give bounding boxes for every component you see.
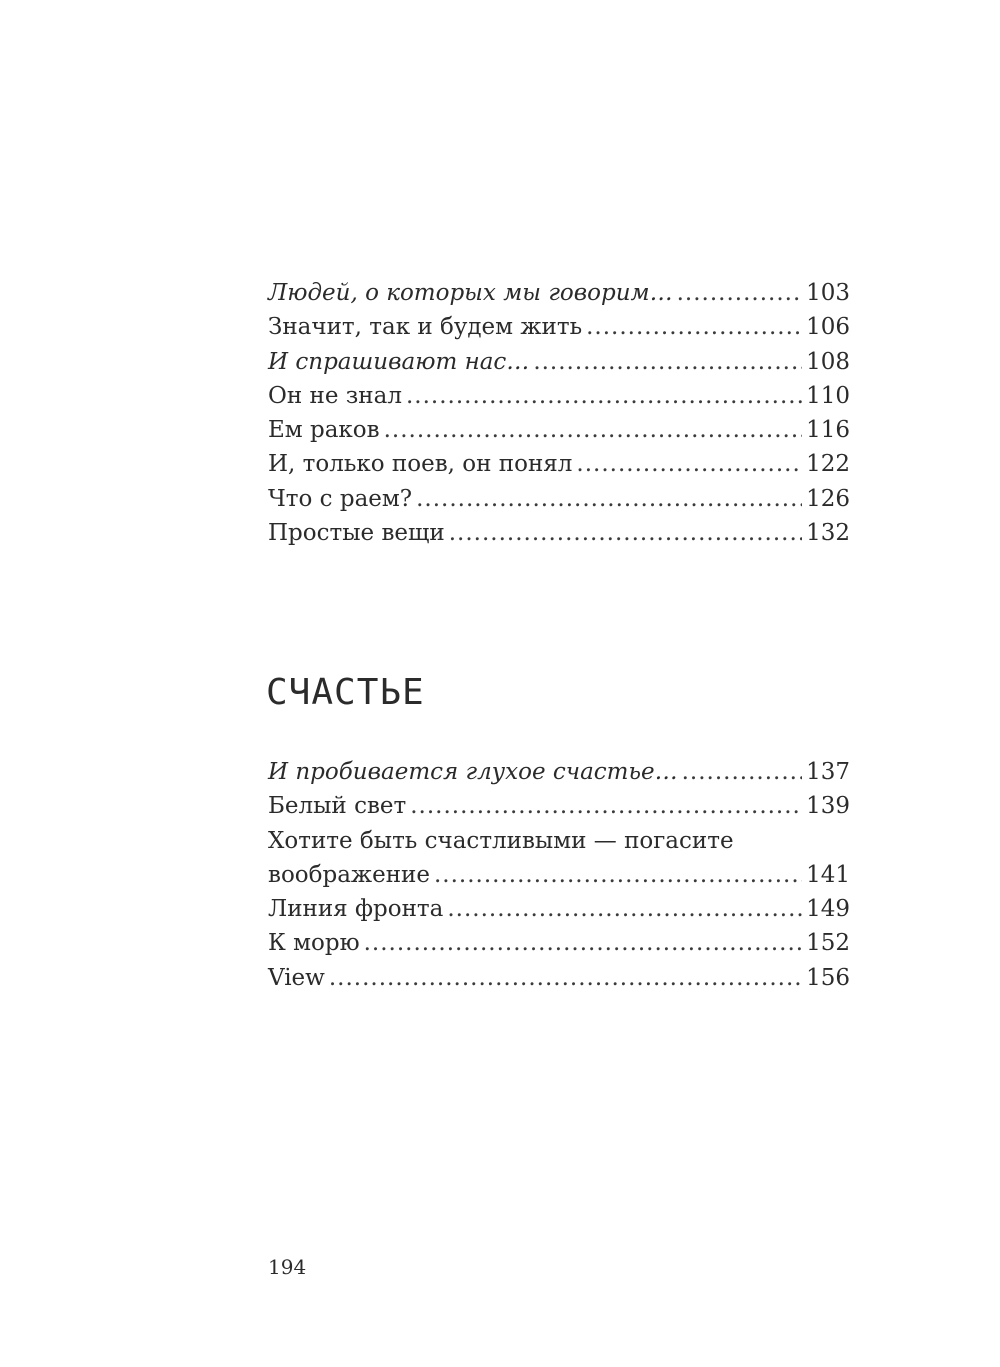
- toc-entry-title: Значит, так и будем жить: [268, 314, 583, 341]
- toc-entry-page: 108: [806, 348, 850, 375]
- toc-list-part-1: [268, 276, 850, 550]
- toc-entry[interactable]: [268, 926, 850, 960]
- toc-entry-page: 149: [806, 896, 850, 923]
- toc-entry-page: 106: [806, 314, 850, 341]
- toc-leader-dots: [576, 447, 802, 481]
- toc-entry[interactable]: [268, 892, 850, 926]
- toc-entry-page: 156: [806, 964, 850, 991]
- toc-leader-dots: [677, 276, 802, 310]
- toc-entry[interactable]: [268, 961, 850, 995]
- toc-entry[interactable]: [268, 789, 850, 823]
- toc-leader-dots: [406, 379, 802, 413]
- toc-entry-page: 139: [806, 793, 850, 820]
- toc-entry-title: Ем раков: [268, 417, 380, 444]
- toc-entry-page: 152: [806, 930, 850, 957]
- toc-entry-page: 126: [806, 485, 850, 512]
- toc-entry-page: 110: [806, 382, 850, 409]
- toc-leader-dots: [533, 345, 802, 379]
- toc-leader-dots: [447, 892, 802, 926]
- toc-entry-title: Линия фронта: [268, 896, 444, 923]
- toc-entry-title: И пробивается глухое счастье…: [268, 759, 678, 785]
- toc-entry-title: Что с раем?: [268, 485, 413, 512]
- toc-entry[interactable]: [268, 755, 850, 789]
- toc-entry-title: Белый свет: [268, 793, 407, 820]
- toc-entry-page: 116: [806, 417, 850, 444]
- toc-entry[interactable]: [268, 276, 850, 310]
- toc-entry-title: Он не знал: [268, 382, 402, 409]
- toc-leader-dots: [410, 789, 802, 823]
- toc-entry-title: К морю: [268, 930, 360, 957]
- toc-entry[interactable]: [268, 516, 850, 550]
- toc-entry-page: 141: [806, 861, 850, 888]
- toc-entry-page: 103: [806, 280, 850, 306]
- toc-leader-dots: [384, 413, 802, 447]
- toc-leader-dots: [329, 961, 802, 995]
- toc-leader-dots: [364, 926, 802, 960]
- toc-entry-title: Хотите быть счастливыми — погасите: [268, 827, 734, 854]
- toc-entry[interactable]: [268, 310, 850, 344]
- toc-entry[interactable]: [268, 345, 850, 379]
- toc-entry-page: 137: [806, 759, 850, 785]
- section-heading: СЧАСТЬЕ: [266, 672, 425, 713]
- toc-entry[interactable]: [268, 858, 850, 892]
- toc-entry-title: View: [268, 964, 325, 991]
- toc-leader-dots: [682, 755, 802, 789]
- toc-leader-dots: [416, 482, 802, 516]
- toc-entry[interactable]: [268, 379, 850, 413]
- toc-leader-dots: [434, 858, 802, 892]
- toc-entry-page: 122: [806, 451, 850, 478]
- toc-entry-page: 132: [806, 520, 850, 547]
- toc-entry-title: И спрашивают нас…: [268, 348, 530, 375]
- toc-entry[interactable]: [268, 482, 850, 516]
- toc-leader-dots: [449, 516, 802, 550]
- toc-list-part-2: [268, 755, 850, 995]
- toc-entry-title: И, только поев, он понял: [268, 451, 573, 478]
- page-number: 194: [268, 1255, 307, 1279]
- toc-leader-dots: [586, 310, 802, 344]
- toc-entry[interactable]: [268, 413, 850, 447]
- toc-entry-title: Людей, о которых мы говорим…: [268, 280, 673, 306]
- toc-entry-title: воображение: [268, 861, 430, 888]
- toc-entry[interactable]: [268, 824, 850, 858]
- toc-entry-title: Простые вещи: [268, 520, 445, 547]
- toc-entry[interactable]: [268, 447, 850, 481]
